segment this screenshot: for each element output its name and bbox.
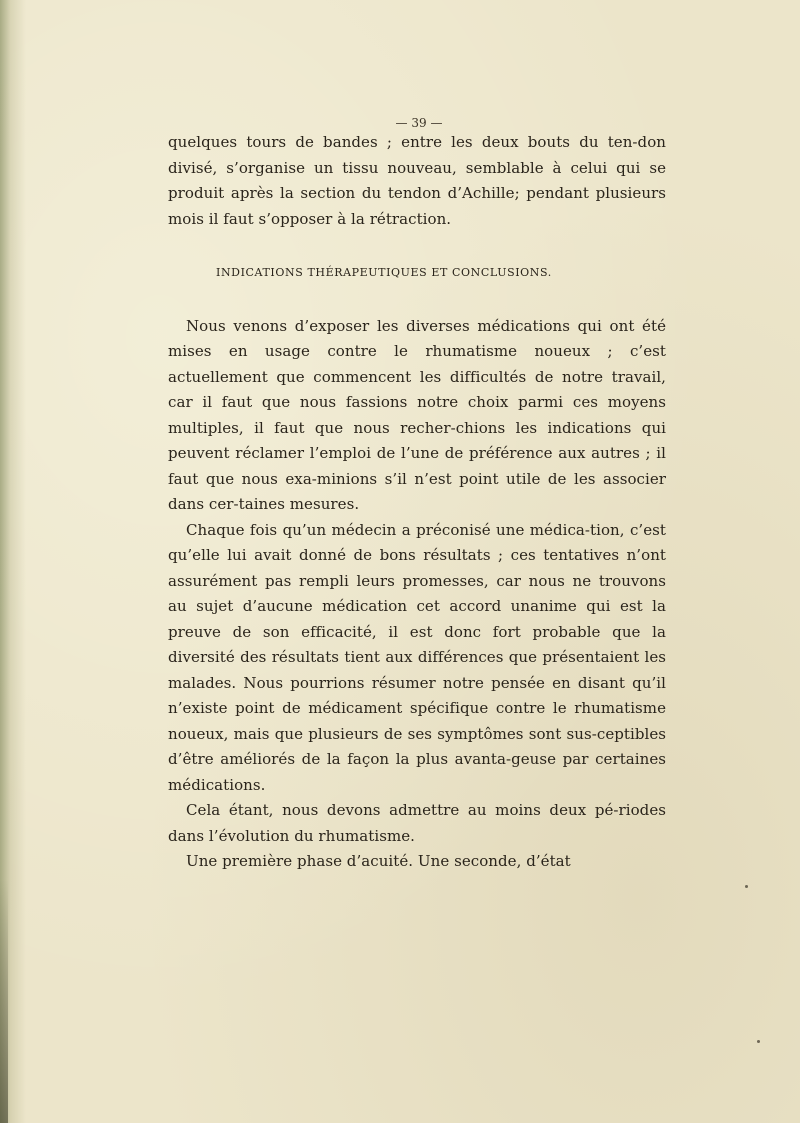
page-edge-shadow <box>0 880 8 1123</box>
paragraph-4: Une première phase d’acuité. Une seconde, d’état <box>186 852 571 870</box>
intro-paragraph: quelques tours de bandes ; entre les deux bouts du ten-don divisé, s’organise un tissu nouveau, semblable à celui qui se produit après la section du tendon d’Achille; pendant plusieurs mois il faut s’opposer à la rétraction. <box>168 133 666 228</box>
paper-speck <box>757 1040 760 1043</box>
page-number: — 39 — <box>395 116 443 130</box>
paragraph-2: Chaque fois qu’un médecin a préconisé une médica-tion, c’est qu’elle lui avait donné de bons résultats ; ces tentatives n’ont assurément pas rempli leurs promesses, car nous ne trouvons au sujet d’aucune médication cet accord unanime qui est la preuve de son efficacité, il est donc fort probable que la diversité des résultats tient aux différences que présentaient les malades. Nous pourrions résumer notre pensée en disant qu’il n’existe point de médicament spécifique contre le rhumatisme noueux, mais que plusieurs de ses symptômes sont sus-ceptibles d’être améliorés de la façon la plus avanta-geuse par certaines médications. <box>168 520 666 794</box>
page-text <box>168 130 666 875</box>
paragraph-3: Cela étant, nous devons admettre au moins deux pé-riodes dans l’évolution du rhumatisme. <box>168 801 666 845</box>
paragraph-1: Nous venons d’exposer les diverses médications qui ont été mises en usage contre le rhumatisme noueux ; c’est actuellement que commencent les difficultés de notre travail, car il faut que nous fassions notre choix parmi ces moyens multiples, il faut que nous recher-chions les indications qui peuvent réclamer l’emploi de l’une de préférence aux autres ; il faut que nous exa-minions s’il n’est point utile de les associer dans cer-taines mesures. <box>168 316 666 513</box>
section-heading: INDICATIONS THÉRAPEUTIQUES ET CONCLUSIONS. <box>216 266 552 279</box>
paper-speck <box>745 885 748 888</box>
